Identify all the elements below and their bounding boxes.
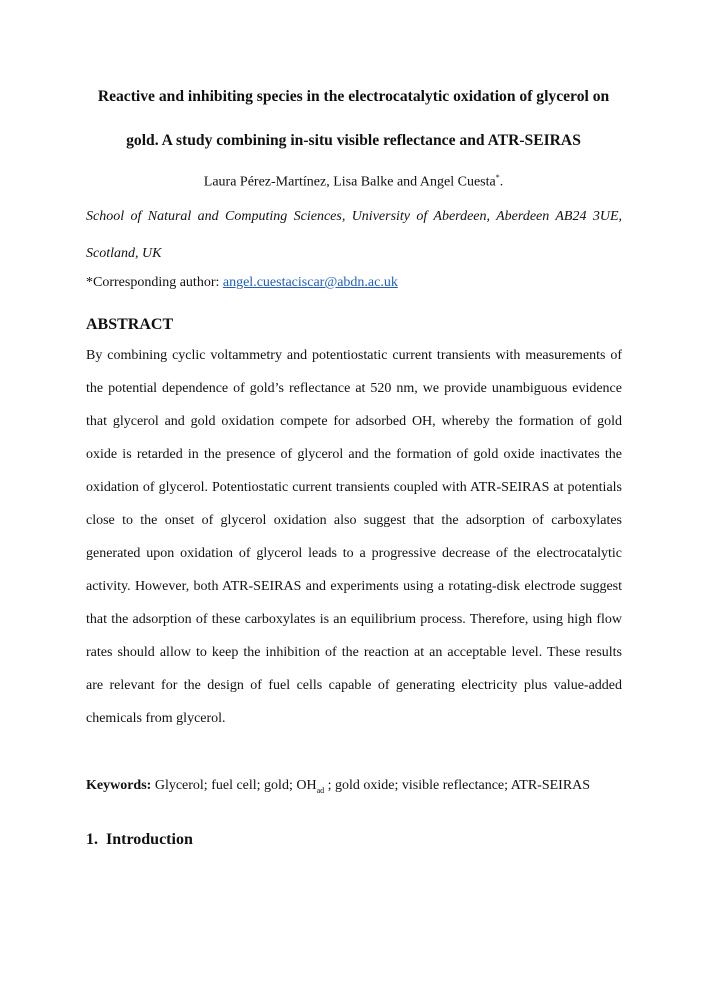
keywords-text-rest: ; gold oxide; visible reflectance; ATR-SEIRAS bbox=[324, 778, 591, 793]
abstract-line: that glycerol and gold oxidation compete for adsorbed OH, whereby the formation of gold bbox=[86, 414, 622, 429]
author-list bbox=[0, 173, 707, 191]
authors-end: . bbox=[499, 174, 504, 190]
abstract-heading: ABSTRACT bbox=[86, 316, 174, 333]
keywords-text: Glycerol; fuel cell; gold; OH bbox=[151, 778, 317, 793]
paper-title-line-2: gold. A study combining in-situ visible reflectance and ATR-SEIRAS bbox=[126, 132, 581, 149]
abstract-line: By combining cyclic voltammetry and potentiostatic current transients with measurements of bbox=[86, 348, 622, 363]
paper-title-line-1: Reactive and inhibiting species in the electrocatalytic oxidation of glycerol on bbox=[97, 88, 610, 105]
abstract-line: generated upon oxidation of glycerol leads to a progressive decrease of the electrocatalytic bbox=[86, 546, 622, 561]
abstract-line: that the adsorption of these carboxylates is an equilibrium process. Therefore, using high flow bbox=[86, 612, 622, 627]
abstract-line: are relevant for the design of fuel cells capable of generating electricity plus value-added bbox=[86, 678, 622, 693]
abstract-line: rates should allow to keep the inhibition of the reaction at an acceptable level. These results bbox=[86, 645, 622, 660]
abstract-line: close to the onset of glycerol oxidation also suggest that the adsorption of carboxylates bbox=[86, 513, 622, 528]
authors-text: Laura Pérez-Martínez, Lisa Balke and Angel Cuesta bbox=[203, 174, 496, 190]
abstract-line: oxide is retarded in the presence of glycerol and the formation of gold oxide inactivates the bbox=[86, 447, 622, 462]
abstract-line: chemicals from glycerol. bbox=[86, 711, 226, 726]
section-heading-introduction: 1. Introduction bbox=[86, 831, 193, 848]
keywords bbox=[86, 778, 590, 795]
corresponding-label: *Corresponding author: bbox=[86, 275, 223, 290]
keywords-label: Keywords: bbox=[86, 778, 152, 793]
affiliation-line-1: School of Natural and Computing Sciences, University of Aberdeen, Aberdeen AB24 3UE, bbox=[86, 209, 622, 224]
affiliation-line-2: Scotland, UK bbox=[86, 246, 162, 261]
corresponding-mark: * bbox=[495, 173, 500, 182]
corresponding-author bbox=[86, 275, 398, 291]
corresponding-email-link[interactable]: angel.cuestaciscar@abdn.ac.uk bbox=[222, 275, 398, 290]
keywords-subscript: ad bbox=[316, 785, 325, 795]
abstract-line: the potential dependence of gold’s reflectance at 520 nm, we provide unambiguous evidence bbox=[86, 381, 622, 396]
abstract-line: oxidation of glycerol. Potentiostatic current transients coupled with ATR-SEIRAS at potentials bbox=[86, 480, 622, 495]
abstract-line: activity. However, both ATR-SEIRAS and experiments using a rotating-disk electrode suggest bbox=[86, 579, 622, 594]
